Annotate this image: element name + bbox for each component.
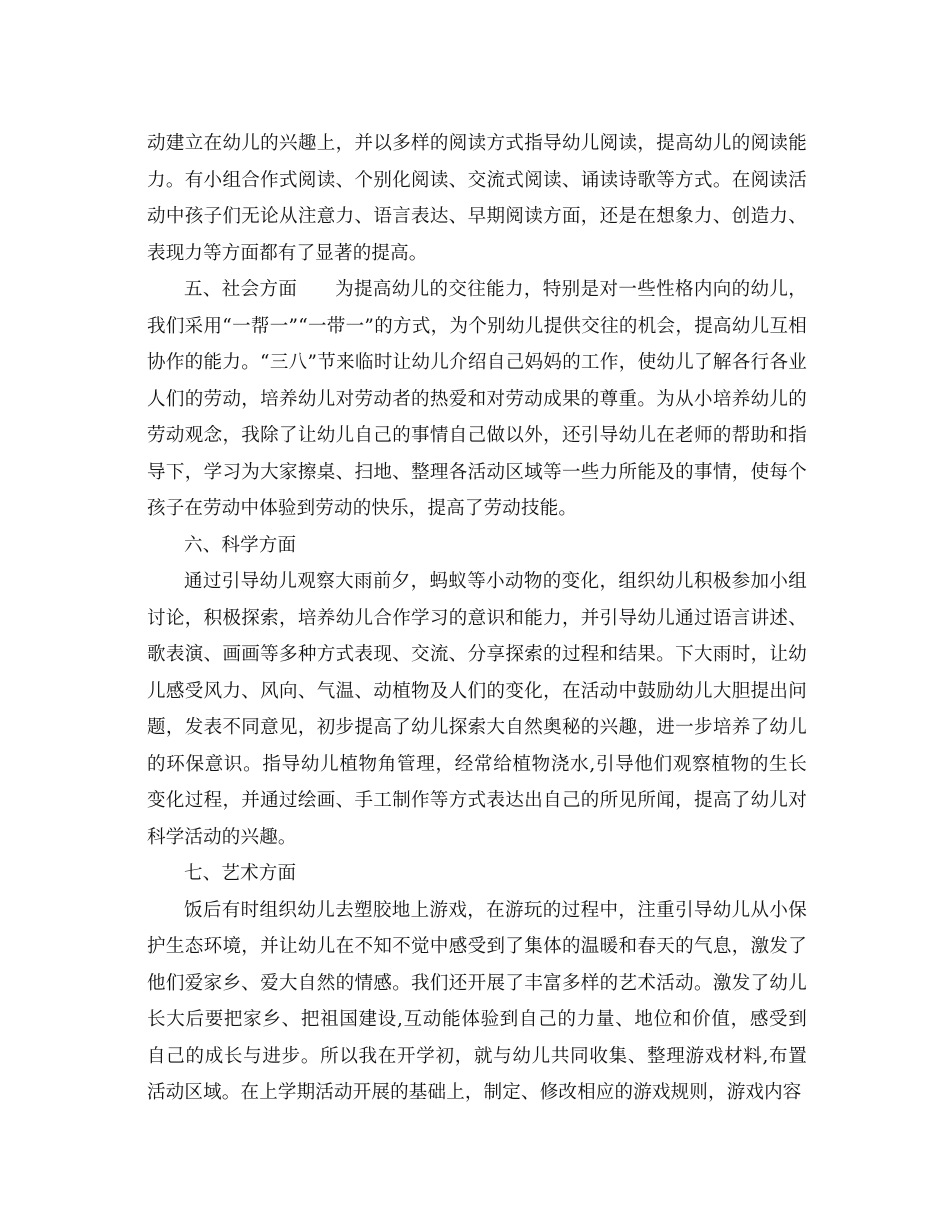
paragraph-science-activities: 通过引导幼儿观察大雨前夕，蚂蚁等小动物的变化，组织幼儿积极参加小组讨论，积极探索，培养幼儿合作学习的意识和能力，并引导幼儿通过语言讲述、歌表演、画画等多种方式表现、交流、分享探索的过程和结果。下大雨时，让幼儿感受风力、风向、气温、动植物及人们的变化，在活动中鼓励幼儿大胆提出问题，发表不同意见，初步提高了幼儿探索大自然奥秘的兴趣，进一步培养了幼儿的环保意识。指导幼儿植物角管理，经常给植物浇水,引导他们观察植物的生长变化过程，并通过绘画、手工制作等方式表达出自己的所见所闻，提高了幼儿对科学活动的兴趣。 [147, 571, 807, 848]
paragraph-art-activities: 饭后有时组织幼儿去塑胶地上游戏，在游玩的过程中，注重引导幼儿从小保护生态环境，并让幼儿在不知不觉中感受到了集体的温暖和春天的气息，激发了他们爱家乡、爱大自然的情感。我们还开展了丰富多样的艺术活动。激发了幼儿长大后要把家乡、把祖国建设,互动能体验到自己的力量、地位和价值，感受到自己的成长与进步。所以我在开学初，就与幼儿共同收集、整理游戏材料,布置活动区域。在上学期活动开展的基础上，制定、修改相应的游戏规则，游戏内容 [147, 899, 807, 1103]
paragraph-reading-activities: 动建立在幼儿的兴趣上，并以多样的阅读方式指导幼儿阅读，提高幼儿的阅读能力。有小组合作式阅读、个别化阅读、交流式阅读、诵读诗歌等方式。在阅读活动中孩子们无论从注意力、语言表达、早期阅读方面，还是在想象力、创造力、表现力等方面都有了显著的提高。 [147, 133, 807, 264]
paragraph-social-section: 五、社会方面 为提高幼儿的交往能力，特别是对一些性格内向的幼儿，我们采用“一帮一”“一带一”的方式，为个别幼儿提供交往的机会，提高幼儿互相协作的能力。“三八”节来临时让幼儿介绍自己妈妈的工作，使幼儿了解各行各业人们的劳动，培养幼儿对劳动者的热爱和对劳动成果的尊重。为从小培养幼儿的劳动观念，我除了让幼儿自己的事情自己做以外，还引导幼儿在老师的帮助和指导下，学习为大家擦桌、扫地、整理各活动区域等一些力所能及的事情，使每个孩子在劳动中体验到劳动的快乐，提高了劳动技能。 [147, 279, 807, 519]
heading-science-section: 六、科学方面 [184, 534, 297, 556]
heading-art-section: 七、艺术方面 [184, 863, 297, 884]
document-body [147, 126, 807, 1112]
